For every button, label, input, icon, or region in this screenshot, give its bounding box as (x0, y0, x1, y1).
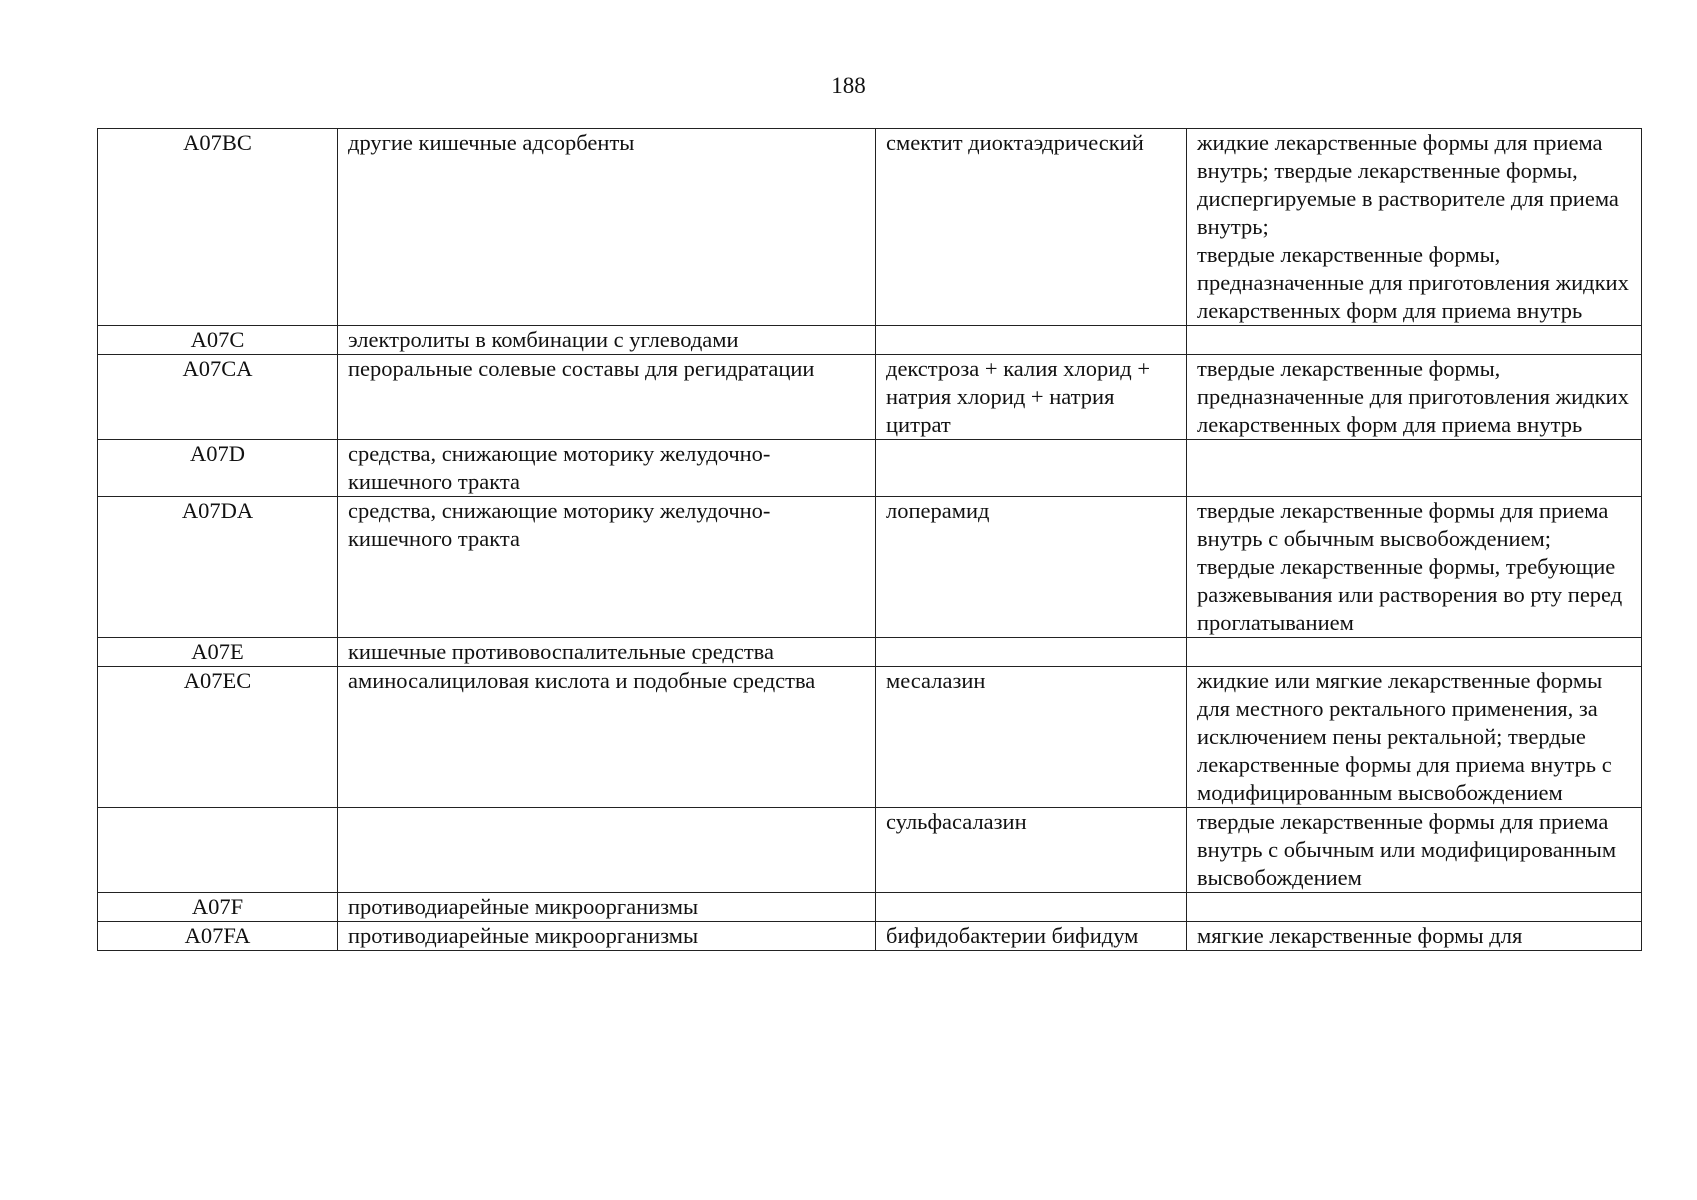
table-row (98, 326, 1642, 355)
group-name: электролиты в комбинации с углеводами (338, 326, 876, 355)
table-row (98, 497, 1642, 638)
atc-code: A07E (98, 638, 338, 667)
table-row (98, 808, 1642, 893)
atc-code: A07DA (98, 497, 338, 638)
drug-name (876, 893, 1187, 922)
drug-name: лоперамид (876, 497, 1187, 638)
drug-name: декстроза + калия хлорид + натрия хлорид + натрия цитрат (876, 355, 1187, 440)
drug-name: месалазин (876, 667, 1187, 808)
group-name: кишечные противовоспалительные средства (338, 638, 876, 667)
dosage-forms: мягкие лекарственные формы для (1187, 922, 1642, 951)
atc-code: A07EC (98, 667, 338, 808)
dosage-forms (1187, 326, 1642, 355)
group-name: противодиарейные микроорганизмы (338, 893, 876, 922)
dosage-forms: твердые лекарственные формы для приема внутрь с обычным высвобождением; твердые лекарственные формы, требующие разжевывания или растворения во рту перед проглатыванием (1187, 497, 1642, 638)
atc-code: A07FA (98, 922, 338, 951)
drug-table (97, 128, 1642, 951)
drug-name (876, 638, 1187, 667)
group-name: другие кишечные адсорбенты (338, 129, 876, 326)
table-row (98, 129, 1642, 326)
group-name: аминосалициловая кислота и подобные средства (338, 667, 876, 808)
table-row (98, 638, 1642, 667)
drug-name: смектит диоктаэдрический (876, 129, 1187, 326)
group-name: противодиарейные микроорганизмы (338, 922, 876, 951)
dosage-forms: твердые лекарственные формы, предназначенные для приготовления жидких лекарственных форм для приема внутрь (1187, 355, 1642, 440)
page-number: 188 (831, 73, 866, 98)
atc-code (98, 808, 338, 893)
drug-name: сульфасалазин (876, 808, 1187, 893)
table-row (98, 922, 1642, 951)
table-row (98, 355, 1642, 440)
table-row (98, 667, 1642, 808)
table-row (98, 893, 1642, 922)
dosage-forms (1187, 893, 1642, 922)
group-name: средства, снижающие моторику желудочно-кишечного тракта (338, 440, 876, 497)
atc-code: A07C (98, 326, 338, 355)
group-name (338, 808, 876, 893)
dosage-forms: твердые лекарственные формы для приема внутрь с обычным или модифицированным высвобождением (1187, 808, 1642, 893)
table-row (98, 440, 1642, 497)
dosage-forms (1187, 638, 1642, 667)
atc-code: A07F (98, 893, 338, 922)
atc-code: A07BC (98, 129, 338, 326)
atc-code: A07CA (98, 355, 338, 440)
dosage-forms (1187, 440, 1642, 497)
group-name: пероральные солевые составы для регидратации (338, 355, 876, 440)
drug-name (876, 440, 1187, 497)
drug-name (876, 326, 1187, 355)
group-name: средства, снижающие моторику желудочно-кишечного тракта (338, 497, 876, 638)
drug-name: бифидобактерии бифидум (876, 922, 1187, 951)
dosage-forms: жидкие или мягкие лекарственные формы для местного ректального применения, за исключением пены ректальной; твердые лекарственные формы для приема внутрь с модифицированным высвобождением (1187, 667, 1642, 808)
dosage-forms: жидкие лекарственные формы для приема внутрь; твердые лекарственные формы, диспергируемые в растворителе для приема внутрь; твердые лекарственные формы, предназначенные для приготовления жидких лекарственных форм для приема внутрь (1187, 129, 1642, 326)
atc-code: A07D (98, 440, 338, 497)
